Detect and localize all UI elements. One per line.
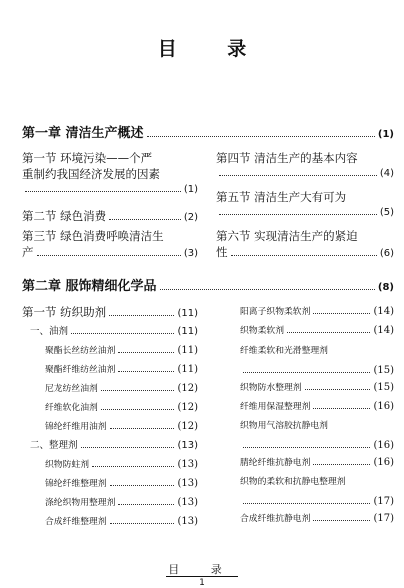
toc-item[interactable] (240, 381, 394, 395)
page-number: (3) (183, 248, 198, 259)
section-title-line1: 第三节 绿色消费呼唤清洁生 (22, 229, 164, 243)
chapter-title: 第一章 清洁生产概述 (22, 126, 144, 141)
toc-chapter-1[interactable] (22, 122, 394, 142)
leader-dots (305, 389, 371, 390)
toc-chapter-2[interactable] (22, 275, 394, 295)
leader-dots (313, 408, 370, 409)
item-title: 尼龙纺丝油剂 (45, 384, 98, 394)
item-title: 聚酯长丝纺丝油剂 (45, 346, 116, 356)
page-number: (11) (177, 345, 198, 356)
leader-dots (25, 191, 181, 192)
page-number: (13) (177, 516, 198, 527)
leader-dots (37, 255, 181, 256)
page-number: (4) (379, 168, 394, 179)
toc-section-1-2[interactable] (22, 209, 198, 225)
item-title: 锦纶纤维用油剂 (45, 422, 107, 432)
page-number: (11) (177, 308, 198, 319)
item-title: 织物防水整理剂 (240, 383, 302, 393)
leader-dots (287, 332, 370, 333)
leader-dots (109, 219, 181, 220)
section-title: 第五节 清洁生产大有可为 (216, 190, 347, 204)
page-number: (12) (177, 383, 198, 394)
page-number: (2) (183, 212, 198, 223)
item-title: 聚酯纤维纺丝油剂 (45, 365, 116, 375)
page-number: (12) (177, 402, 198, 413)
footer-page-number: 1 (199, 578, 205, 588)
leader-dots (219, 175, 377, 176)
toc-item[interactable] (240, 475, 394, 509)
leader-dots (243, 503, 370, 504)
toc-section-1-4[interactable] (216, 150, 394, 182)
toc-item[interactable] (45, 382, 198, 396)
item-title: 一、油剂 (30, 326, 69, 337)
chapter-title: 第二章 服饰精细化学品 (22, 279, 157, 294)
leader-dots (231, 255, 377, 256)
leader-dots (118, 371, 174, 372)
section-title: 第四节 清洁生产的基本内容 (216, 151, 358, 165)
leader-dots (313, 313, 370, 314)
page-number: (17) (373, 496, 394, 507)
toc-item[interactable] (45, 401, 198, 415)
item-title: 合成纤维抗静电剂 (240, 514, 311, 524)
item-title: 织物防蛀剂 (45, 460, 89, 470)
item-title: 二、整理剂 (30, 440, 78, 451)
section-title: 第二节 绿色消费 (22, 209, 107, 223)
leader-dots (160, 289, 375, 290)
page-number: (13) (177, 497, 198, 508)
page-number: (16) (373, 401, 394, 412)
toc-item[interactable] (240, 305, 394, 319)
toc-item[interactable] (240, 400, 394, 414)
page-number: (11) (177, 364, 198, 375)
leader-dots (71, 333, 174, 334)
toc-item[interactable] (45, 477, 198, 491)
leader-dots (313, 520, 370, 521)
item-title: 合成纤维整理剂 (45, 517, 107, 527)
leader-dots (81, 447, 175, 448)
leader-dots (219, 214, 377, 215)
toc-item[interactable] (45, 344, 198, 358)
section-title-line2: 产 (22, 245, 34, 259)
toc-subsection[interactable] (30, 439, 198, 453)
item-title: 阳离子织物柔软剂 (240, 307, 311, 317)
item-title: 腈纶纤维抗静电剂 (240, 458, 311, 468)
leader-dots (243, 372, 370, 373)
section-title-line2: 性 (216, 245, 228, 259)
page-number: (13) (177, 459, 198, 470)
toc-item[interactable] (240, 419, 394, 453)
leader-dots (110, 428, 175, 429)
page-number: (1) (377, 129, 394, 140)
leader-dots (147, 136, 375, 137)
page-number: (15) (373, 382, 394, 393)
item-title: 织物柔软剂 (240, 326, 284, 336)
page-number: (17) (373, 513, 394, 524)
page-number: (16) (373, 457, 394, 468)
toc-item[interactable] (240, 456, 394, 470)
toc-item[interactable] (45, 420, 198, 434)
section-title-line2: 重制约我国经济发展的因素 (22, 167, 160, 181)
page-number: (1) (183, 184, 198, 195)
page-number: (14) (373, 325, 394, 336)
leader-dots (243, 447, 370, 448)
toc-item[interactable] (240, 324, 394, 338)
toc-item[interactable] (45, 515, 198, 529)
section-title-line1: 第一节 环境污染——个严 (22, 151, 153, 165)
toc-item[interactable] (45, 458, 198, 472)
leader-dots (110, 523, 175, 524)
item-title: 纤维用保湿整理剂 (240, 402, 311, 412)
leader-dots (109, 315, 174, 316)
page-number: (13) (177, 440, 198, 451)
item-title: 纤维柔软和光滑整理剂 (240, 346, 328, 356)
leader-dots (313, 464, 370, 465)
page-number: (15) (373, 365, 394, 376)
page-number: (12) (177, 421, 198, 432)
item-title: 涤纶织物用整理剂 (45, 498, 116, 508)
toc-section-1-6[interactable] (216, 228, 394, 262)
toc-section-2-1[interactable] (22, 305, 198, 321)
page-number: (5) (379, 207, 394, 218)
item-title: 锦纶纤维整理剂 (45, 479, 107, 489)
leader-dots (101, 390, 175, 391)
item-title: 织物的柔软和抗静电整理剂 (240, 477, 346, 487)
leader-dots (110, 485, 175, 486)
item-title: 纤维软化油剂 (45, 403, 98, 413)
page-number: (13) (177, 478, 198, 489)
toc-item[interactable] (240, 344, 394, 378)
section-title-line1: 第六节 实现清洁生产的紧迫 (216, 229, 358, 243)
toc-item[interactable] (45, 363, 198, 377)
footer-title: 目 录 (168, 563, 236, 576)
page-number: (14) (373, 306, 394, 317)
leader-dots (118, 352, 174, 353)
page-footer (0, 561, 404, 588)
toc-section-1-3[interactable] (22, 228, 198, 262)
page-number: (6) (379, 248, 394, 259)
section-title: 第一节 纺织助剂 (22, 305, 107, 319)
leader-dots (92, 466, 174, 467)
page-number: (16) (373, 440, 394, 451)
leader-dots (118, 504, 174, 505)
toc-subsection[interactable] (30, 325, 198, 339)
toc-section-1-1[interactable] (22, 150, 198, 198)
page-title: 目 录 (157, 38, 269, 60)
page-number: (8) (377, 282, 394, 293)
item-title: 织物用气溶胶抗静电剂 (240, 421, 328, 431)
toc-item[interactable] (45, 496, 198, 510)
page-number: (11) (177, 326, 198, 337)
toc-section-1-5[interactable] (216, 189, 394, 221)
toc-item[interactable] (240, 512, 394, 526)
leader-dots (101, 409, 175, 410)
